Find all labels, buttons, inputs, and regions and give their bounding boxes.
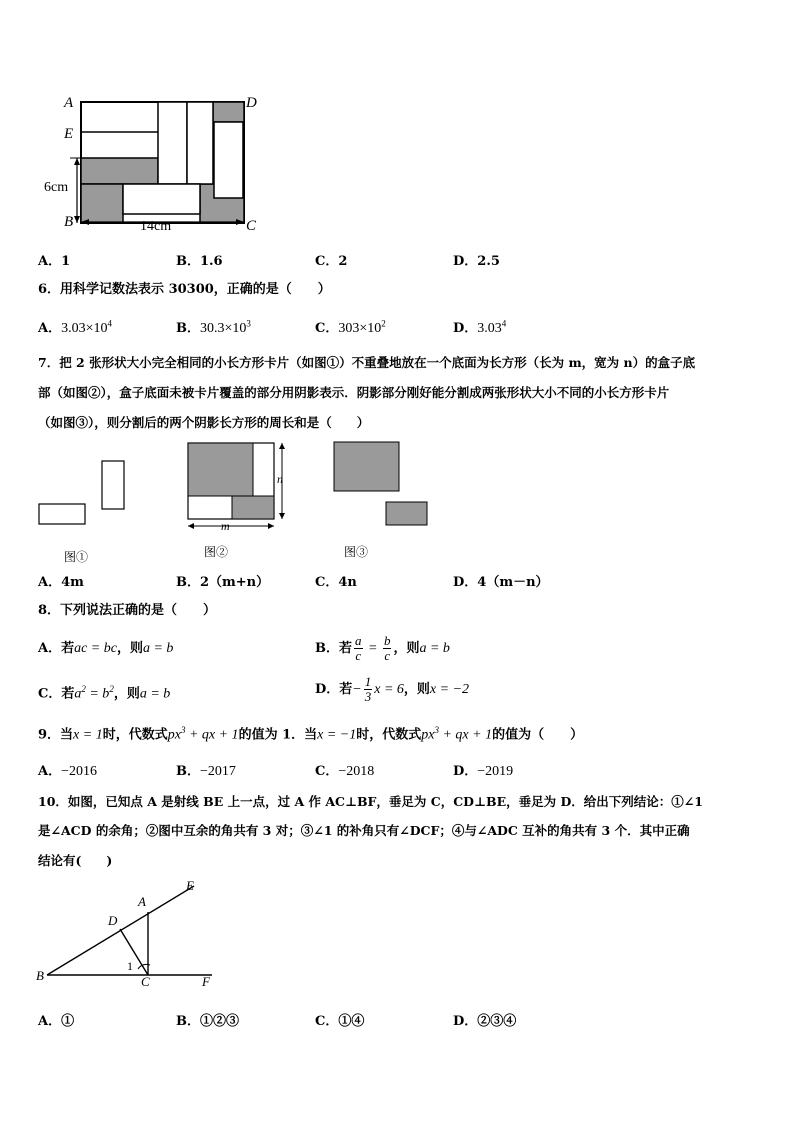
q8-option-d[interactable]: D．若− $\frac{1}{3}$ x = 6，则x = −2 (315, 674, 470, 704)
q7-option-a[interactable]: A．4m (38, 575, 84, 590)
q10-line2: 是∠ACD 的余角；②图中互余的角共有 3 对；③∠1 的补角只有∠DCF；④与∠ADC 互补的角共有 3 个．其中正确 (38, 823, 690, 838)
width-label: 14cm (140, 219, 172, 234)
q6-option-d[interactable]: D．3.03$^4$ (453, 318, 507, 336)
q5-option-b[interactable]: B．1.6 (176, 254, 223, 269)
q7-m-label: m (221, 519, 230, 533)
question5-figure (40, 88, 270, 238)
label-B: B (64, 214, 74, 230)
q10-option-c[interactable]: C．①④ (315, 1014, 365, 1029)
q10-label-E: E (186, 878, 194, 893)
question7-figure (38, 438, 430, 566)
q6-option-b[interactable]: B．$30.3\times 10^3$ (176, 318, 251, 336)
q5-option-a[interactable]: A．1 (38, 254, 71, 269)
q10-option-a[interactable]: A．① (38, 1014, 75, 1029)
q10-option-b[interactable]: B．①②③ (176, 1014, 239, 1029)
q7-option-c[interactable]: C．4n (315, 575, 357, 590)
q8-option-b[interactable]: B．若 $\frac{a}{c}$ = $\frac{b}{c}$ ，则a = b (315, 633, 450, 663)
q7-line1: 7．把 2 张形状大小完全相同的小长方形卡片（如图①）不重叠地放在一个底面为长方形（长为 m，宽为 n）的盒子底 (38, 355, 696, 370)
q8-option-c[interactable]: C．若$a^2 = b^2$，则a = b (38, 684, 171, 702)
q7-fig3-caption: 图③ (344, 545, 369, 559)
q10-angle-1-label: 1 (127, 959, 133, 973)
q7-line3: （如图③），则分割后的两个阴影长方形的周长和是（ ） (38, 415, 370, 430)
label-E: E (64, 126, 74, 142)
q9-stem: 9．当x = 1时，代数式$px^3$ + qx + 1的值为 1．当x = −1时，代数式$px^3$ + qx + 1的值为（ ） (38, 725, 584, 743)
q10-label-C: C (141, 974, 150, 989)
q6-option-c[interactable]: C．$303\times 10^2$ (315, 318, 386, 336)
q10-option-d[interactable]: D．②③④ (453, 1014, 517, 1029)
q7-option-d[interactable]: D．4（m－n） (453, 575, 549, 590)
q9-option-c[interactable]: C．−2018 (315, 764, 375, 779)
q7-line2: 部（如图②），盒子底面未被卡片覆盖的部分用阴影表示．阴影部分刚好能分割成两张形状大小不同的小长方形卡片 (38, 385, 670, 400)
q10-label-A: A (138, 894, 146, 909)
q6-stem: 6．用科学记数法表示 30300，正确的是（ ） (38, 282, 331, 297)
label-D: D (246, 95, 257, 111)
q8-stem: 8．下列说法正确的是（ ） (38, 603, 217, 618)
q5-option-d[interactable]: D．2.5 (453, 254, 500, 269)
q10-label-D: D (108, 913, 118, 928)
q10-label-F: F (202, 974, 210, 989)
q6-option-a[interactable]: A．$3.03\times 10^4$ (38, 318, 112, 336)
label-A: A (64, 95, 74, 111)
question10-figure (34, 878, 224, 990)
q7-option-b[interactable]: B．2（m+n） (176, 575, 270, 590)
q7-fig2-caption: 图② (204, 545, 229, 559)
q10-line1: 10．如图，已知点 A 是射线 BE 上一点，过 A 作 AC⊥BF，垂足为 C，CD⊥BE，垂足为 D．给出下列结论：①∠1 (38, 794, 703, 809)
q9-option-b[interactable]: B．−2017 (176, 764, 236, 779)
q9-option-a[interactable]: A．−2016 (38, 764, 97, 779)
q7-n-label: n (277, 472, 283, 486)
q8-option-a[interactable]: A．若ac = bc，则a = b (38, 641, 174, 656)
q7-fig1-caption: 图① (64, 550, 89, 564)
q9-option-d[interactable]: D．−2019 (453, 764, 514, 779)
label-C: C (246, 218, 257, 234)
q5-option-c[interactable]: C．2 (315, 254, 348, 269)
q10-line3: 结论有( ) (38, 853, 113, 868)
height-label: 6cm (44, 180, 69, 195)
q10-label-B: B (36, 968, 44, 983)
